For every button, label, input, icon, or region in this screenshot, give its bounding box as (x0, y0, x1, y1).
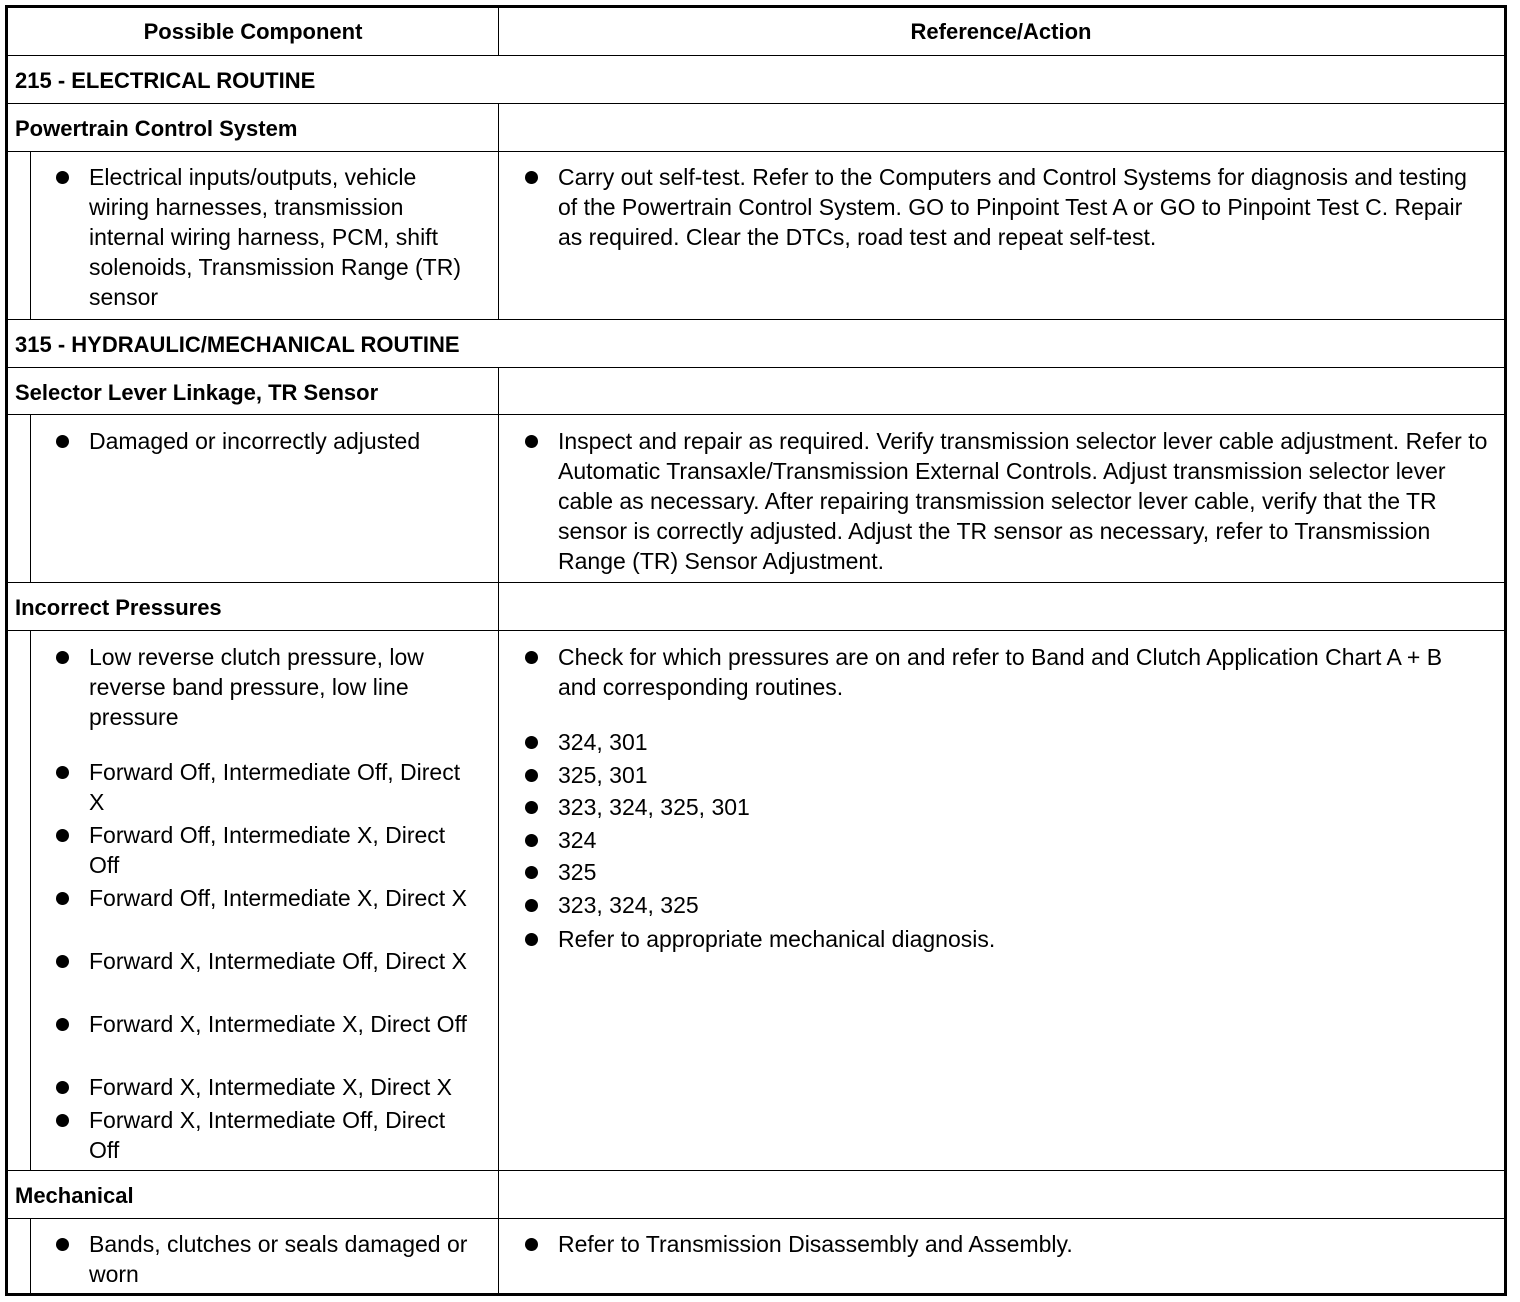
detail-row-mechanical (8, 1219, 1504, 1293)
bullet-icon (525, 1238, 538, 1251)
list-item: Forward X, Intermediate Off, Direct Off (56, 1105, 476, 1165)
list-item: Refer to Transmission Disassembly and Assembly. (525, 1229, 1485, 1259)
detail-row-incorrect-pressures (8, 631, 1504, 1171)
list-item: Forward X, Intermediate Off, Direct X (56, 946, 476, 976)
bullet-icon (525, 435, 538, 448)
bullet-icon (56, 1018, 69, 1031)
bullet-icon (56, 1114, 69, 1127)
bullet-icon (56, 1081, 69, 1094)
bullet-icon (525, 866, 538, 879)
bullet-icon (56, 892, 69, 905)
component-title: Incorrect Pressures (15, 595, 222, 620)
bullet-icon (56, 766, 69, 779)
list-item: Carry out self-test. Refer to the Computers and Control Systems for diagnosis and testing of the Powertrain Control System. GO to Pinpoint Test A or GO to Pinpoint Test C. Repair as required. Clear the DTCs, road test and repeat self-test. (525, 162, 1490, 252)
list-item: 323, 324, 325, 301 (525, 792, 1485, 822)
list-item: Damaged or incorrectly adjusted (56, 426, 476, 456)
list-item: 324 (525, 825, 1485, 855)
bullet-icon (525, 651, 538, 664)
list-item: Forward X, Intermediate X, Direct X (56, 1072, 496, 1102)
section-title: 315 - HYDRAULIC/MECHANICAL ROUTINE (15, 332, 460, 357)
list-item: Inspect and repair as required. Verify transmission selector lever cable adjustment. Refer to Automatic Transaxle/Transmission External Controls. Adjust transmission selector lever cable as necessary. After repairing transmission selector lever cable, verify that the TR sensor is correctly adjusted. Adjust the TR sensor as necessary, refer to Transmission Range (TR) Sensor Adjustment. (525, 426, 1495, 576)
bullet-icon (525, 736, 538, 749)
component-row-incorrect-pressures (8, 583, 1504, 631)
component-title: Powertrain Control System (15, 116, 298, 141)
bullet-icon (525, 171, 538, 184)
component-row-powertrain (8, 104, 1504, 152)
header-possible-component: Possible Component (143, 19, 363, 44)
header-reference-action: Reference/Action (910, 19, 1092, 44)
list-item: Refer to appropriate mechanical diagnosis. (525, 924, 1485, 954)
list-item: 324, 301 (525, 727, 1485, 757)
list-item: Check for which pressures are on and refer to Band and Clutch Application Chart A + B and corresponding routines. (525, 642, 1485, 702)
list-item: 325 (525, 857, 1485, 887)
list-item: Forward X, Intermediate X, Direct Off (56, 1009, 476, 1039)
bullet-icon (56, 955, 69, 968)
section-title: 215 - ELECTRICAL ROUTINE (15, 68, 316, 93)
list-item: Forward Off, Intermediate Off, Direct X (56, 757, 476, 817)
section-row-hydraulic (8, 320, 1504, 368)
diagnosis-table (5, 5, 1507, 1296)
bullet-icon (525, 769, 538, 782)
component-row-mechanical (8, 1171, 1504, 1219)
detail-row-selector-lever (8, 415, 1504, 583)
list-item: Forward Off, Intermediate X, Direct X (56, 883, 476, 913)
section-row-electrical (8, 56, 1504, 104)
bullet-icon (56, 1238, 69, 1251)
table-header-row (8, 8, 1504, 56)
list-item: Low reverse clutch pressure, low reverse band pressure, low line pressure (56, 642, 476, 732)
bullet-icon (525, 801, 538, 814)
bullet-icon (56, 651, 69, 664)
component-title: Selector Lever Linkage, TR Sensor (15, 380, 379, 405)
list-item: Bands, clutches or seals damaged or worn (56, 1229, 476, 1289)
bullet-icon (56, 171, 69, 184)
list-item: Forward Off, Intermediate X, Direct Off (56, 820, 476, 880)
list-item: Electrical inputs/outputs, vehicle wiring harnesses, transmission internal wiring harness, PCM, shift solenoids, Transmission Range (TR) sensor (56, 162, 476, 312)
bullet-icon (525, 899, 538, 912)
bullet-icon (56, 829, 69, 842)
list-item: 323, 324, 325 (525, 890, 1485, 920)
component-row-selector-lever (8, 368, 1504, 415)
detail-row-powertrain (8, 152, 1504, 320)
component-title: Mechanical (15, 1183, 134, 1208)
bullet-icon (525, 834, 538, 847)
bullet-icon (56, 435, 69, 448)
bullet-icon (525, 933, 538, 946)
list-item: 325, 301 (525, 760, 1485, 790)
